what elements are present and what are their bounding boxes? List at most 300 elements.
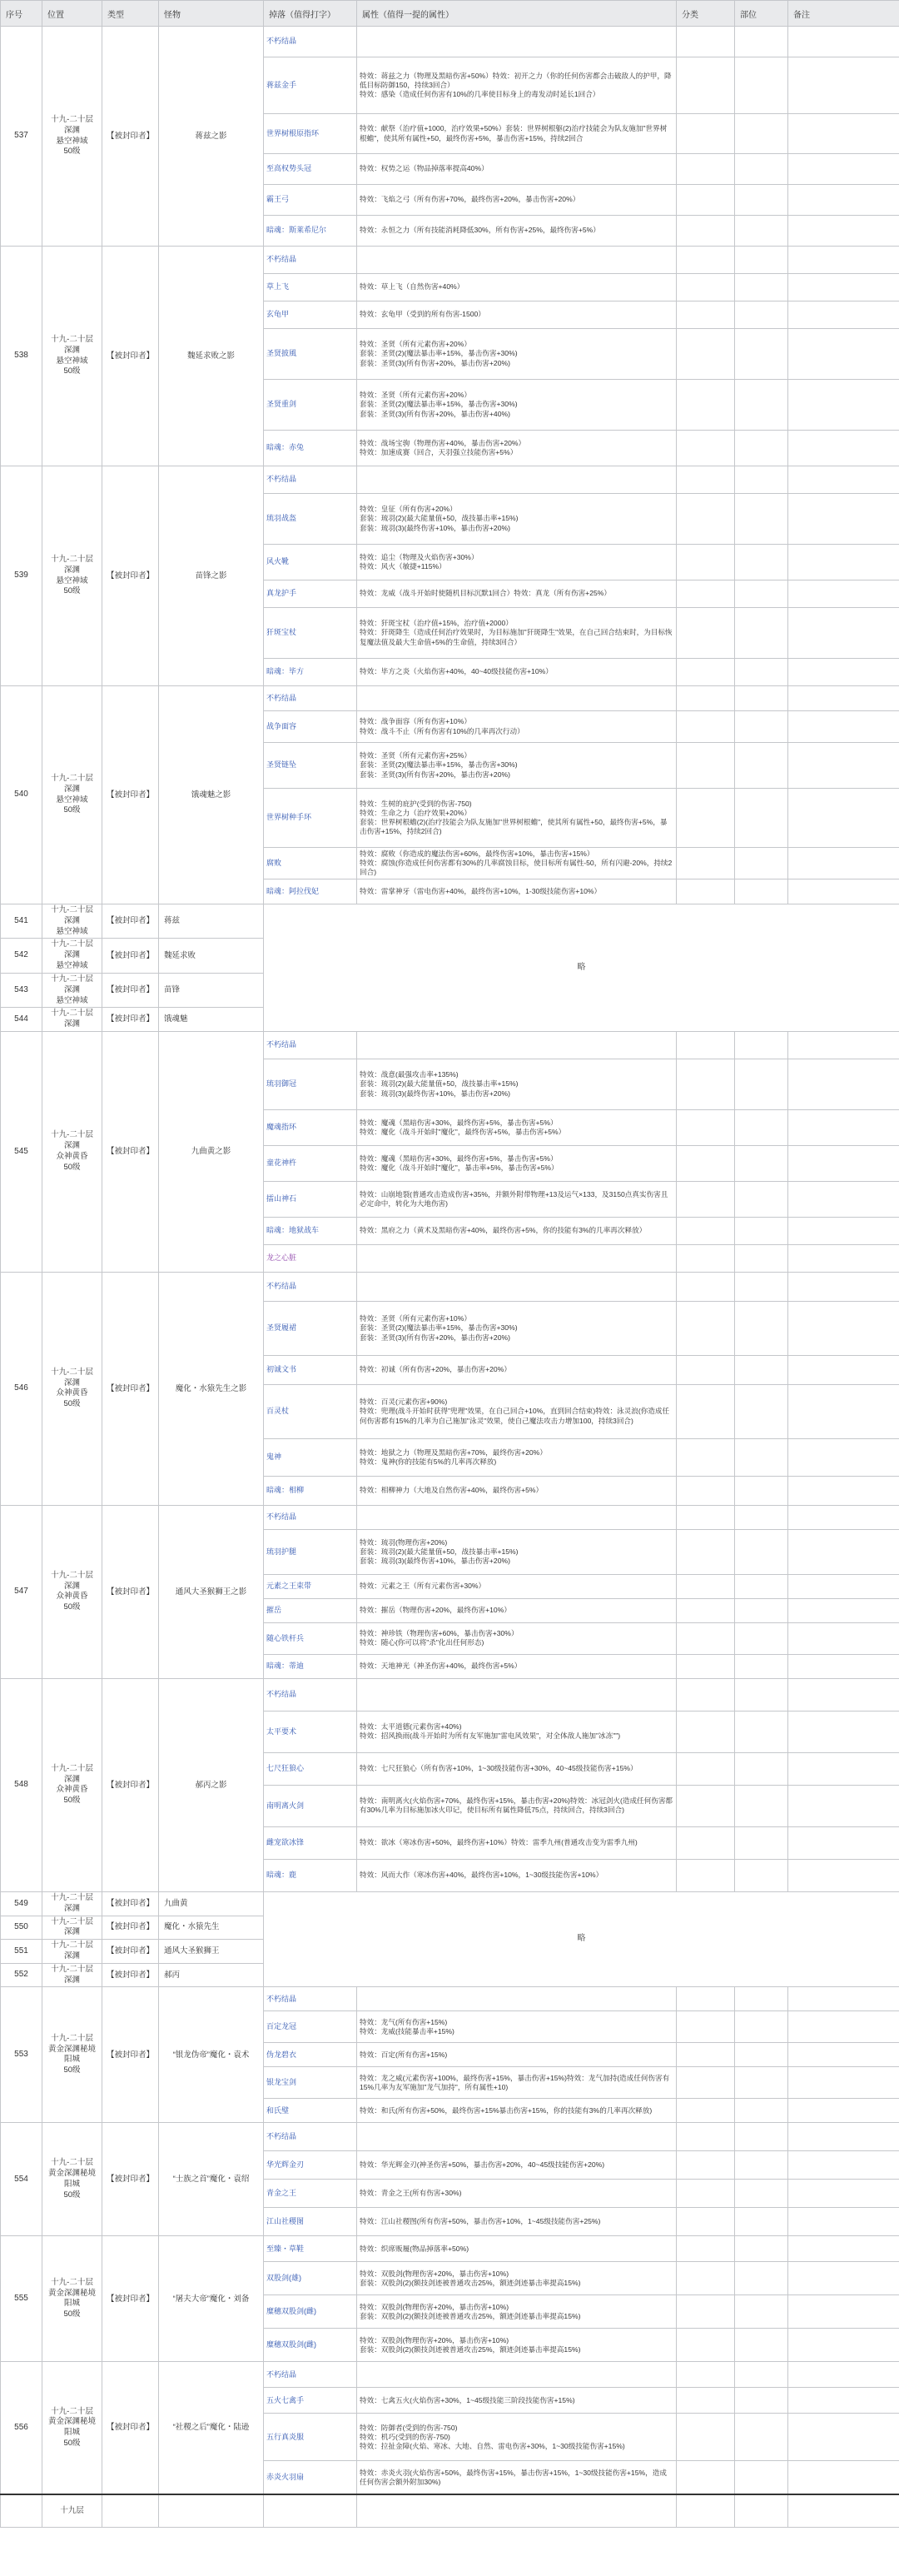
cell-slot[interactable] (735, 301, 788, 329)
cell-notes[interactable] (788, 154, 899, 185)
cell-notes[interactable] (788, 580, 899, 608)
cell-attributes[interactable]: 特效：南明离火(火焰伤害+70%，最终伤害+15%，暴击伤害+20%)特效：冰冠剑火(造成任何伤害都有30%几率为目标施加冰火印记，使目标所有属性降低75点，持续回合，持续3回合) (357, 1785, 677, 1826)
cell-seq[interactable]: 550 (1, 1916, 42, 1940)
cell-slot[interactable] (735, 1654, 788, 1678)
cell-monster[interactable]: “士族之首”魔化・袁绍 (159, 2123, 264, 2236)
cell-notes[interactable] (788, 789, 899, 848)
cell-attributes[interactable]: 特效：圣贤（所有元素伤害+20%） 套装：圣贤(2)(魔法暴击率+15%，暴击伤害+30%) 套装：圣贤(3)(所有伤害+20%，暴击伤害+20%) (357, 329, 677, 380)
cell-notes[interactable] (788, 2011, 899, 2043)
cell-empty[interactable] (677, 2494, 735, 2528)
cell-notes[interactable] (788, 686, 899, 711)
cell-notes[interactable] (788, 301, 899, 329)
cell-notes[interactable] (788, 1181, 899, 1217)
cell-drop[interactable]: 雌宠欲冰锋 (264, 1826, 357, 1859)
cell-attributes[interactable]: 特效：犴斑宝杖（治疗值+15%，治疗值+2000） 特效：犴斑降生（造成任何治疗效果时，为目标施加"犴斑降生"效果，在自己回合结束时，为目标恢复魔法值及最大生命值+5%的生命值，持续3回合） (357, 608, 677, 659)
cell-type[interactable]: 【被封印者】 (102, 27, 159, 247)
cell-attributes[interactable]: 特效：百定(所有伤害+15%) (357, 2043, 677, 2067)
cell-slot[interactable] (735, 1505, 788, 1529)
cell-notes[interactable] (788, 1622, 899, 1654)
cell-drop[interactable]: 南明离火剑 (264, 1785, 357, 1826)
cell-slot[interactable] (735, 114, 788, 154)
cell-slot[interactable] (735, 879, 788, 904)
header-drop[interactable]: 掉落（值得打字） (264, 1, 357, 27)
cell-monster[interactable]: 九曲黄之影 (159, 1031, 264, 1272)
cell-notes[interactable] (788, 1384, 899, 1438)
cell-slot[interactable] (735, 1031, 788, 1059)
cell-monster[interactable]: 蒋兹 (159, 904, 264, 939)
cell-drop[interactable]: 伪龙碧衣 (264, 2043, 357, 2067)
cell-notes[interactable] (788, 1711, 899, 1752)
cell-drop[interactable]: 赤炎火羽扇 (264, 2461, 357, 2494)
cell-seq[interactable]: 548 (1, 1678, 42, 1891)
cell-category[interactable] (677, 1678, 735, 1711)
cell-slot[interactable] (735, 2295, 788, 2329)
cell-slot[interactable] (735, 1384, 788, 1438)
cell-slot[interactable] (735, 1301, 788, 1355)
cell-attributes[interactable]: 特效：天地神光（神圣伤害+40%，最终伤害+5%） (357, 1654, 677, 1678)
cell-category[interactable] (677, 848, 735, 879)
cell-seq[interactable]: 546 (1, 1272, 42, 1505)
cell-monster[interactable]: 蒋兹之影 (159, 27, 264, 247)
cell-notes[interactable] (788, 2123, 899, 2151)
cell-notes[interactable] (788, 1598, 899, 1622)
cell-notes[interactable] (788, 27, 899, 57)
cell-slot[interactable] (735, 274, 788, 301)
header-slot[interactable]: 部位 (735, 1, 788, 27)
cell-category[interactable] (677, 545, 735, 580)
cell-type[interactable]: 【被封印者】 (102, 904, 159, 939)
cell-drop[interactable]: 圣贤履裙 (264, 1301, 357, 1355)
cell-notes[interactable] (788, 2461, 899, 2494)
cell-attributes[interactable]: 特效：华光辉金刃(神圣伤害+50%，暴击伤害+20%，40~45级技能伤害+20%) (357, 2151, 677, 2180)
cell-drop[interactable]: 不朽结晶 (264, 27, 357, 57)
cell-drop[interactable]: 至高权势头冠 (264, 154, 357, 185)
cell-category[interactable] (677, 659, 735, 686)
cell-attributes[interactable]: 特效：龙气(所有伤害+15%) 特效：龙威(技能暴击率+15%) (357, 2011, 677, 2043)
cell-category[interactable] (677, 1529, 735, 1574)
cell-empty[interactable] (788, 2494, 899, 2528)
cell-empty[interactable] (735, 2494, 788, 2528)
cell-attributes[interactable]: 特效：地狱之力（物理及黑暗伤害+70%，最终伤害+20%） 特效：鬼神(你的技能有5%的几率再次释放) (357, 1438, 677, 1476)
cell-category[interactable] (677, 608, 735, 659)
cell-attributes[interactable]: 特效：双股剑(物理伤害+20%，暴击伤害+10%) 套装：双股剑(2)(额技剑迹被普通攻击25%，额迹剑迹暴击率提高15%) (357, 2295, 677, 2329)
cell-category[interactable] (677, 1711, 735, 1752)
cell-notes[interactable] (788, 711, 899, 743)
cell-category[interactable] (677, 380, 735, 431)
cell-drop[interactable]: 真龙护手 (264, 580, 357, 608)
cell-type[interactable]: 【被封印者】 (102, 1987, 159, 2123)
cell-drop[interactable]: 摧岳 (264, 1598, 357, 1622)
cell-drop[interactable]: 魔魂指环 (264, 1109, 357, 1145)
cell-drop[interactable]: 暗魂：赤兔 (264, 431, 357, 466)
cell-drop[interactable]: 圣贤链坠 (264, 743, 357, 789)
cell-location[interactable]: 十九-二十层 深渊 (42, 1891, 102, 1916)
cell-slot[interactable] (735, 2461, 788, 2494)
cell-drop[interactable]: 圣贤重剑 (264, 380, 357, 431)
cell-attributes[interactable]: 特效：黑府之力（黄术及黑暗伤害+40%，最终伤害+5%，你的技能有3%的几率再次释放） (357, 1217, 677, 1244)
cell-notes[interactable] (788, 1476, 899, 1505)
cell-category[interactable] (677, 686, 735, 711)
cell-seq[interactable]: 545 (1, 1031, 42, 1272)
cell-notes[interactable] (788, 1505, 899, 1529)
cell-notes[interactable] (788, 274, 899, 301)
cell-drop[interactable]: 龙之心脏 (264, 1244, 357, 1272)
cell-monster[interactable]: 饿魂魅之影 (159, 686, 264, 904)
cell-notes[interactable] (788, 185, 899, 216)
cell-drop[interactable]: 世界树根原指环 (264, 114, 357, 154)
cell-attributes[interactable]: 特效：双股剑(物理伤害+20%，暴击伤害+10%) 套装：双股剑(2)(额技剑迹被普通攻击25%，额迹剑迹暴击率提高15%) (357, 2262, 677, 2295)
cell-monster[interactable]: 魏延求败之影 (159, 247, 264, 466)
cell-attributes[interactable]: 特效：蒋兹之力（物理及黑暗伤害+50%）特效：初开之力（你的任何伤害都会击破敌人的护甲，降低目标防御150，持续3回合） 特效：感染（造成任何伤害有10%的几率使目标身上的毒发动时延长1回合） (357, 57, 677, 114)
cell-slot[interactable] (735, 2329, 788, 2362)
cell-attributes[interactable]: 特效：飞焰之弓（所有伤害+70%，最终伤害+20%，暴击伤害+20%） (357, 185, 677, 216)
cell-slot[interactable] (735, 1785, 788, 1826)
cell-drop[interactable]: 不朽结晶 (264, 1031, 357, 1059)
cell-category[interactable] (677, 1384, 735, 1438)
cell-slot[interactable] (735, 580, 788, 608)
cell-attributes[interactable]: 特效：防御者(受到的伤害-750) 特效：机巧(受到的伤害-750) 特效：拉扯金障(火焰、寒冰、大地、自然、雷电伤害+30%，1~30级技能伤害+15%) (357, 2414, 677, 2461)
cell-notes[interactable] (788, 1752, 899, 1785)
cell-notes[interactable] (788, 1301, 899, 1355)
cell-slot[interactable] (735, 1109, 788, 1145)
cell-attributes[interactable]: 特效：龙威（战斗开始时使随机目标沉默1回合）特效：真龙（所有伤害+25%） (357, 580, 677, 608)
cell-drop[interactable]: 圣贤披風 (264, 329, 357, 380)
cell-category[interactable] (677, 1859, 735, 1891)
cell-drop[interactable]: 元素之王束带 (264, 1574, 357, 1598)
cell-notes[interactable] (788, 466, 899, 494)
cell-attributes[interactable] (357, 1272, 677, 1301)
header-type[interactable]: 类型 (102, 1, 159, 27)
cell-category[interactable] (677, 2262, 735, 2295)
cell-seq[interactable]: 544 (1, 1008, 42, 1032)
cell-type[interactable]: 【被封印者】 (102, 1031, 159, 1272)
cell-seq[interactable]: 537 (1, 27, 42, 247)
header-attributes[interactable]: 属性（值得一提的属性） (357, 1, 677, 27)
cell-notes[interactable] (788, 2362, 899, 2388)
cell-category[interactable] (677, 2180, 735, 2208)
cell-notes[interactable] (788, 1987, 899, 2011)
cell-drop[interactable]: 青金之王 (264, 2180, 357, 2208)
cell-category[interactable] (677, 1217, 735, 1244)
cell-attributes[interactable]: 特效：腐败（你造成的魔法伤害+60%，最终伤害+10%，暴击伤害+15%） 特效：腐蚀(你造成任何伤害都有30%的几率腐蚀目标，使目标所有属性-50，所有闪避-20%，持续2回合) (357, 848, 677, 879)
cell-location[interactable]: 十九-二十层 深渊 众神黄昏 50级 (42, 1505, 102, 1678)
cell-location[interactable]: 十九-二十层 深渊 众神黄昏 50级 (42, 1031, 102, 1272)
cell-location[interactable]: 十九-二十层 深渊 (42, 1963, 102, 1987)
cell-monster[interactable]: 魏延求败 (159, 939, 264, 973)
cell-category[interactable] (677, 789, 735, 848)
cell-slot[interactable] (735, 1355, 788, 1384)
cell-seq[interactable]: 547 (1, 1505, 42, 1678)
cell-category[interactable] (677, 247, 735, 274)
cell-slot[interactable] (735, 2099, 788, 2123)
cell-attributes[interactable]: 特效：魔魂（黑暗伤害+30%，最终伤害+5%，暴击伤害+5%） 特效：魔化（战斗开始时"魔化"，暴击率+5%，暴击伤害+5%） (357, 1145, 677, 1181)
cell-slot[interactable] (735, 1678, 788, 1711)
cell-drop[interactable]: 暗魂：蒂迪 (264, 1654, 357, 1678)
cell-notes[interactable] (788, 2151, 899, 2180)
cell-category[interactable] (677, 1826, 735, 1859)
cell-category[interactable] (677, 1244, 735, 1272)
cell-drop[interactable]: 草上飞 (264, 274, 357, 301)
cell-attributes[interactable] (357, 2123, 677, 2151)
cell-attributes[interactable]: 特效：魔魂（黑暗伤害+30%，最终伤害+5%，暴击伤害+5%） 特效：魔化（战斗开始时"魔化"，最终伤害+5%，暴击伤害+5%） (357, 1109, 677, 1145)
cell-category[interactable] (677, 743, 735, 789)
cell-category[interactable] (677, 1752, 735, 1785)
cell-category[interactable] (677, 1355, 735, 1384)
cell-location[interactable]: 十九-二十层 深渊 悬空神域 50级 (42, 466, 102, 686)
cell-notes[interactable] (788, 380, 899, 431)
cell-category[interactable] (677, 1476, 735, 1505)
cell-slot[interactable] (735, 1438, 788, 1476)
cell-attributes[interactable] (357, 27, 677, 57)
cell-drop[interactable]: 不朽结晶 (264, 247, 357, 274)
cell-location[interactable]: 十九-二十层 黄金深渊秘境 阳城 50级 (42, 2236, 102, 2362)
cell-attributes[interactable]: 特效：七尺狂狼心（所有伤害+10%，1~30级技能伤害+30%，40~45级技能伤害+15%） (357, 1752, 677, 1785)
cell-category[interactable] (677, 1654, 735, 1678)
cell-type[interactable]: 【被封印者】 (102, 247, 159, 466)
cell-attributes[interactable]: 特效：七禽五火(火焰伤害+30%，1~45级技能三阶段技能伤害+15%) (357, 2388, 677, 2414)
cell-notes[interactable] (788, 114, 899, 154)
cell-type[interactable]: 【被封印者】 (102, 1916, 159, 1940)
cell-slot[interactable] (735, 1987, 788, 2011)
cell-slot[interactable] (735, 466, 788, 494)
cell-attributes[interactable] (357, 686, 677, 711)
cell-notes[interactable] (788, 1109, 899, 1145)
cell-slot[interactable] (735, 1059, 788, 1109)
cell-seq[interactable]: 539 (1, 466, 42, 686)
cell-attributes[interactable]: 特效：永恒之力（所有技能消耗降低30%，所有伤害+25%，最终伤害+5%） (357, 216, 677, 247)
cell-attributes[interactable]: 特效：山崩地裂(普通攻击造成伤害+35%，并额外附带物理+13及运气×133，及3150点真实伤害且必定命中，转化为大地伤害) (357, 1181, 677, 1217)
cell-attributes[interactable]: 特效：双股剑(物理伤害+20%，暴击伤害+10%) 套装：双股剑(2)(额技剑迹被普通攻击25%，额迹剑迹暴击率提高15%) (357, 2329, 677, 2362)
cell-slot[interactable] (735, 2011, 788, 2043)
cell-seq[interactable]: 553 (1, 1987, 42, 2123)
cell-location[interactable]: 十九-二十层 深渊 众神黄昏 50级 (42, 1272, 102, 1505)
cell-slot[interactable] (735, 686, 788, 711)
cell-category[interactable] (677, 2362, 735, 2388)
cell-category[interactable] (677, 1987, 735, 2011)
cell-monster[interactable]: 饿魂魅 (159, 1008, 264, 1032)
cell-drop[interactable]: 太平要术 (264, 1711, 357, 1752)
cell-notes[interactable] (788, 1859, 899, 1891)
cell-attributes[interactable]: 特效：赤炎火羽(火焰伤害+50%，最终伤害+15%，暴击伤害+15%，1~30级技能伤害+15%，造成任何伤害会额外附加30%) (357, 2461, 677, 2494)
cell-category[interactable] (677, 1574, 735, 1598)
cell-notes[interactable] (788, 2180, 899, 2208)
cell-type[interactable]: 【被封印者】 (102, 466, 159, 686)
cell-notes[interactable] (788, 57, 899, 114)
cell-location[interactable]: 十九-二十层 深渊 悬空神域 (42, 939, 102, 973)
cell-slot[interactable] (735, 1244, 788, 1272)
cell-type[interactable]: 【被封印者】 (102, 686, 159, 904)
cell-notes[interactable] (788, 2388, 899, 2414)
cell-type[interactable]: 【被封印者】 (102, 1678, 159, 1891)
cell-attributes[interactable]: 特效：和氏(所有伤害+50%，最终伤害+15%暴击伤害+15%，你的技能有3%的几率再次释放) (357, 2099, 677, 2123)
cell-type[interactable]: 【被封印者】 (102, 1940, 159, 1964)
cell-attributes[interactable] (357, 247, 677, 274)
cell-notes[interactable] (788, 2208, 899, 2236)
cell-notes[interactable] (788, 1059, 899, 1109)
cell-notes[interactable] (788, 1574, 899, 1598)
cell-category[interactable] (677, 1622, 735, 1654)
cell-drop[interactable]: 暗魂：相柳 (264, 1476, 357, 1505)
cell-drop[interactable]: 不朽结晶 (264, 1505, 357, 1529)
cell-attributes[interactable]: 特效：权势之运（物品掉落率提高40%） (357, 154, 677, 185)
cell-drop[interactable]: 五行真炎服 (264, 2414, 357, 2461)
cell-slot[interactable] (735, 2043, 788, 2067)
cell-drop[interactable]: 琉羽御冠 (264, 1059, 357, 1109)
cell-slot[interactable] (735, 1574, 788, 1598)
cell-location[interactable]: 十九-二十层 黄金深渊秘境 阳城 50级 (42, 2123, 102, 2236)
cell-notes[interactable] (788, 1785, 899, 1826)
cell-slot[interactable] (735, 2388, 788, 2414)
cell-drop[interactable]: 随心铁杆兵 (264, 1622, 357, 1654)
cell-attributes[interactable]: 特效：追尘（物理及火焰伤害+30%） 特效：风火（敏捷+115%） (357, 545, 677, 580)
cell-category[interactable] (677, 711, 735, 743)
cell-slot[interactable] (735, 711, 788, 743)
cell-category[interactable] (677, 1301, 735, 1355)
cell-attributes[interactable]: 特效：太平道德(元素伤害+40%) 特效：招风换雨(战斗开始时为所有友军施加"雷电风效果"，对全体敌人施加"冰冻"") (357, 1711, 677, 1752)
cell-monster[interactable]: “银龙伪帝”魔化・袁术 (159, 1987, 264, 2123)
cell-slot[interactable] (735, 2180, 788, 2208)
cell-attributes[interactable]: 特效：草上飞（自然伤害+40%） (357, 274, 677, 301)
cell-category[interactable] (677, 2414, 735, 2461)
cell-slot[interactable] (735, 431, 788, 466)
cell-notes[interactable] (788, 1031, 899, 1059)
cell-monster[interactable]: 魔化・水猿先生 (159, 1916, 264, 1940)
cell-type[interactable]: 【被封印者】 (102, 939, 159, 973)
cell-category[interactable] (677, 274, 735, 301)
cell-slot[interactable] (735, 247, 788, 274)
cell-location[interactable]: 十九-二十层 黄金深渊秘境 阳城 50级 (42, 2362, 102, 2494)
cell-category[interactable] (677, 2011, 735, 2043)
cell-monster[interactable]: 郝丙之影 (159, 1678, 264, 1891)
cell-notes[interactable] (788, 2329, 899, 2362)
cell-category[interactable] (677, 1505, 735, 1529)
cell-notes[interactable] (788, 216, 899, 247)
cell-slot[interactable] (735, 27, 788, 57)
cell-attributes[interactable]: 特效：献祭（治疗值+1000，治疗效果+50%）套装：世界树根躯(2)治疗技能会为队友施加"世界树根蟾"，使其所有属性+50，最终伤害+5%，暴击伤害+15%，持续2回合 (357, 114, 677, 154)
cell-empty[interactable] (264, 2494, 357, 2528)
cell-slot[interactable] (735, 1752, 788, 1785)
cell-slot[interactable] (735, 1622, 788, 1654)
cell-notes[interactable] (788, 431, 899, 466)
cell-drop[interactable]: 玄龟甲 (264, 301, 357, 329)
cell-category[interactable] (677, 114, 735, 154)
cell-location[interactable]: 十九-二十层 深渊 悬空神域 (42, 973, 102, 1007)
cell-empty[interactable] (357, 2494, 677, 2528)
cell-attributes[interactable]: 特效：百灵(元素伤害+90%) 特效：兜理(战斗开始时获得"兜理"效果，在自己回合+10%，直到回合结束)特效：泳灵浪(你造成任何伤害都有15%的几率为自己施加"泳灵"效果，使自己魔法攻击力增加100，持续3回合) (357, 1384, 677, 1438)
cell-category[interactable] (677, 1109, 735, 1145)
cell-seq[interactable] (1, 2494, 42, 2528)
cell-note-merged[interactable]: 略 (264, 1891, 899, 1987)
cell-slot[interactable] (735, 2236, 788, 2262)
cell-type[interactable]: 【被封印者】 (102, 1891, 159, 1916)
cell-monster[interactable]: 苗锋 (159, 973, 264, 1007)
cell-drop[interactable]: 不朽结晶 (264, 1272, 357, 1301)
cell-category[interactable] (677, 2388, 735, 2414)
cell-notes[interactable] (788, 2067, 899, 2099)
cell-attributes[interactable]: 特效：神珍铁（物理伤害+60%，暴击伤害+30%） 特效：随心(你可以将"杀"化出任何形态) (357, 1622, 677, 1654)
cell-attributes[interactable]: 特效：元素之王（所有元素伤害+30%） (357, 1574, 677, 1598)
cell-category[interactable] (677, 1785, 735, 1826)
header-monster[interactable]: 怪物 (159, 1, 264, 27)
cell-attributes[interactable]: 特效：相柳神力（大地及自然伤害+40%，最终伤害+5%） (357, 1476, 677, 1505)
cell-drop[interactable]: 霸王弓 (264, 185, 357, 216)
cell-drop[interactable]: 双股剑(雄) (264, 2262, 357, 2295)
cell-category[interactable] (677, 57, 735, 114)
cell-drop[interactable]: 银龙宝剑 (264, 2067, 357, 2099)
cell-slot[interactable] (735, 1598, 788, 1622)
cell-slot[interactable] (735, 185, 788, 216)
cell-category[interactable] (677, 1598, 735, 1622)
cell-drop[interactable]: 初诚文书 (264, 1355, 357, 1384)
cell-drop[interactable]: 不朽结晶 (264, 2362, 357, 2388)
cell-slot[interactable] (735, 1217, 788, 1244)
cell-drop[interactable]: 童花神杵 (264, 1145, 357, 1181)
cell-notes[interactable] (788, 494, 899, 545)
cell-category[interactable] (677, 185, 735, 216)
cell-drop[interactable]: 蒋兹金手 (264, 57, 357, 114)
cell-attributes[interactable] (357, 2362, 677, 2388)
cell-attributes[interactable]: 特效：圣贤（所有元素伤害+10%） 套装：圣贤(2)(魔法暴击率+15%，暴击伤害+30%) 套装：圣贤(3)(所有伤害+20%，暴击伤害+20%) (357, 1301, 677, 1355)
cell-category[interactable] (677, 2123, 735, 2151)
cell-attributes[interactable]: 特效：摧岳（物理伤害+20%，最终伤害+10%） (357, 1598, 677, 1622)
cell-slot[interactable] (735, 1476, 788, 1505)
cell-notes[interactable] (788, 2414, 899, 2461)
cell-slot[interactable] (735, 608, 788, 659)
cell-category[interactable] (677, 301, 735, 329)
cell-drop[interactable]: 至臻・草鞋 (264, 2236, 357, 2262)
cell-notes[interactable] (788, 2236, 899, 2262)
cell-notes[interactable] (788, 743, 899, 789)
cell-drop[interactable]: 七尺狂狼心 (264, 1752, 357, 1785)
cell-seq[interactable]: 540 (1, 686, 42, 904)
cell-slot[interactable] (735, 380, 788, 431)
cell-notes[interactable] (788, 1272, 899, 1301)
cell-monster[interactable]: 魔化・水猿先生之影 (159, 1272, 264, 1505)
cell-slot[interactable] (735, 1272, 788, 1301)
cell-attributes[interactable] (357, 466, 677, 494)
cell-attributes[interactable] (357, 1987, 677, 2011)
cell-category[interactable] (677, 1059, 735, 1109)
cell-attributes[interactable] (357, 1244, 677, 1272)
cell-seq[interactable]: 549 (1, 1891, 42, 1916)
cell-slot[interactable] (735, 329, 788, 380)
cell-category[interactable] (677, 216, 735, 247)
cell-monster[interactable]: “屠夫大帝”魔化・刘备 (159, 2236, 264, 2362)
cell-drop[interactable]: 风火靴 (264, 545, 357, 580)
cell-type[interactable]: 【被封印者】 (102, 2362, 159, 2494)
cell-drop[interactable]: 暗魂：斯莱希尼尔 (264, 216, 357, 247)
cell-attributes[interactable]: 特效：玄龟甲（受到的所有伤害-1500） (357, 301, 677, 329)
cell-drop[interactable]: 不朽结晶 (264, 2123, 357, 2151)
cell-seq[interactable]: 556 (1, 2362, 42, 2494)
cell-slot[interactable] (735, 154, 788, 185)
cell-attributes[interactable]: 特效：毕方之炎（火焰伤害+40%，40~40级技能伤害+10%） (357, 659, 677, 686)
cell-type[interactable]: 【被封印者】 (102, 2236, 159, 2362)
cell-category[interactable] (677, 1438, 735, 1476)
cell-notes[interactable] (788, 1678, 899, 1711)
cell-drop[interactable]: 世界树种手环 (264, 789, 357, 848)
cell-notes[interactable] (788, 2262, 899, 2295)
cell-slot[interactable] (735, 1859, 788, 1891)
cell-notes[interactable] (788, 1438, 899, 1476)
cell-attributes[interactable]: 特效：生树的庇护(受到的伤害-750) 特效：生命之力（治疗效果+20%） 套装：世界树根蟾(2)(治疗技能会为队友施加"世界树根蟾"，使其所有属性+50，最终伤害+5%，暴击伤害+15%，持续2回合) (357, 789, 677, 848)
cell-notes[interactable] (788, 247, 899, 274)
cell-attributes[interactable]: 特效：风而大作（寒冰伤害+40%，最终伤害+10%，1~30级技能伤害+10%） (357, 1859, 677, 1891)
cell-seq[interactable]: 552 (1, 1963, 42, 1987)
cell-type[interactable]: 【被封印者】 (102, 2123, 159, 2236)
cell-attributes[interactable]: 特效：圣贤（所有元素伤害+20%） 套装：圣贤(2)(魔法暴击率+15%，暴击伤害+30%) 套装：圣贤(3)(所有伤害+20%，暴击伤害+40%) (357, 380, 677, 431)
cell-slot[interactable] (735, 2414, 788, 2461)
